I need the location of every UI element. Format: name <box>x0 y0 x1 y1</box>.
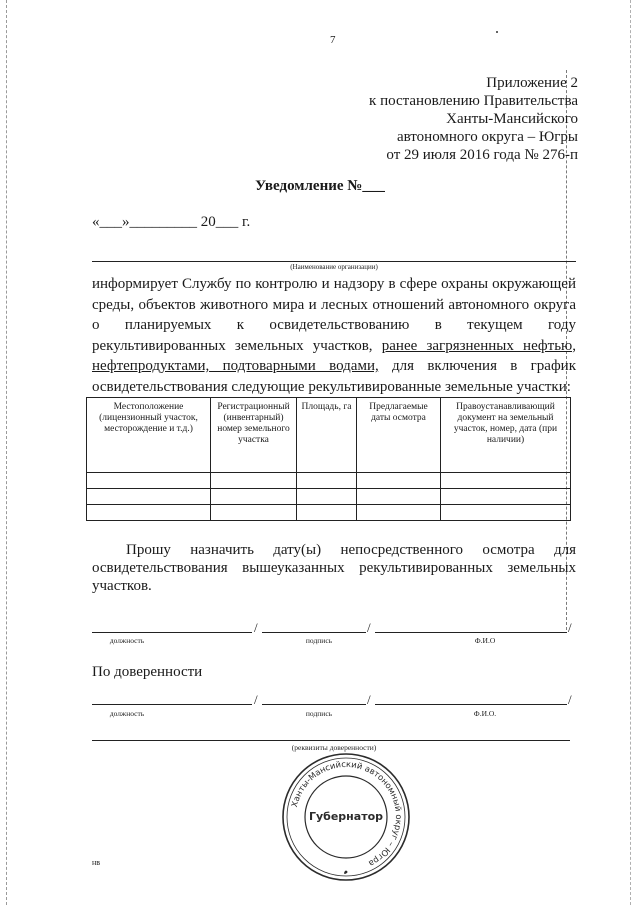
appendix-line: от 29 июля 2016 года № 276-п <box>386 147 578 163</box>
date-line: «___»_________ 20___ г. <box>92 214 251 230</box>
table-cell[interactable] <box>297 505 357 521</box>
signature-separator: / <box>254 620 258 635</box>
body-text-underlined: ранее загрязненных нефтью, нефтепродуктами, подтоварными водами, <box>92 337 576 374</box>
document-title: Уведомление №___ <box>255 178 385 194</box>
table-cell[interactable] <box>87 505 211 521</box>
column-header-registration-number: Регистрационный (инвентарный) номер земельного участка <box>211 398 297 473</box>
scan-speck <box>496 31 498 33</box>
signature-caption: подпись <box>305 709 333 718</box>
signature-separator: / <box>367 692 371 707</box>
signature-field-line[interactable] <box>262 704 366 706</box>
organization-name-line <box>92 261 576 262</box>
table-cell[interactable] <box>211 505 297 521</box>
official-seal <box>281 752 411 882</box>
executor-initials: нв <box>92 858 101 867</box>
position-field-line[interactable] <box>92 632 252 634</box>
table-cell[interactable] <box>357 489 441 505</box>
table-row <box>87 489 571 505</box>
signature-separator: / <box>254 692 258 707</box>
body-text-part2: для включения в график освидетельствования следующие рекультивированные земельные участки: <box>92 358 576 395</box>
power-of-attorney-label: По доверенности <box>92 664 203 680</box>
attorney-requisites-caption: (реквизиты доверенности) <box>291 743 377 752</box>
inspection-request-text: Прошу назначить дату(ы) непосредственного осмотра для освидетельствования вышеуказанных рекультивированных земельных участков. <box>92 542 576 594</box>
table-cell[interactable] <box>357 505 441 521</box>
name-caption: Ф.И.О <box>474 636 496 645</box>
scan-edge-left <box>6 0 8 905</box>
table-cell[interactable] <box>297 473 357 489</box>
position-caption: должность <box>109 709 145 718</box>
signature-caption: подпись <box>305 636 333 645</box>
table-cell[interactable] <box>211 473 297 489</box>
table-cell[interactable] <box>87 489 211 505</box>
name-field-line[interactable] <box>375 632 567 634</box>
seal-graphic <box>281 752 411 882</box>
column-header-inspection-dates: Предлагаемые даты осмотра <box>357 398 441 473</box>
organization-name-caption: (Наименование организации) <box>290 263 378 271</box>
column-header-location: Местоположение (лицензионный участок, месторождение и т.д.) <box>87 398 211 473</box>
appendix-line: Ханты-Мансийского <box>446 111 578 127</box>
table-cell[interactable] <box>441 505 571 521</box>
appendix-line: автономного округа – Югры <box>396 129 578 145</box>
name-caption: Ф.И.О. <box>473 709 497 718</box>
table-cell[interactable] <box>87 473 211 489</box>
page-number: 7 <box>330 34 336 46</box>
body-text-part1: информирует Службу по контролю и надзору в сфере охраны окружающей среды, объектов животного мира и лесных отношений автономного округа о планируемых к освидетельствованию в текущем году рекультивированных земельных участков, <box>92 276 576 354</box>
table-row <box>87 473 571 489</box>
appendix-line: Приложение 2 <box>486 75 578 91</box>
table-cell[interactable] <box>441 489 571 505</box>
scan-edge-right <box>630 0 632 905</box>
notification-body <box>92 274 576 397</box>
land-plots-table <box>86 397 571 521</box>
signature-field-line[interactable] <box>262 632 366 634</box>
position-caption: должность <box>109 636 145 645</box>
seal-center-text: Губернатор <box>308 810 384 823</box>
table-header-row <box>87 398 571 473</box>
table-cell[interactable] <box>297 489 357 505</box>
signature-separator: / <box>568 620 572 635</box>
table-cell[interactable] <box>357 473 441 489</box>
appendix-block <box>369 74 578 164</box>
table-cell[interactable] <box>441 473 571 489</box>
table-row <box>87 505 571 521</box>
appendix-line: к постановлению Правительства <box>369 93 578 109</box>
position-field-line[interactable] <box>92 704 252 706</box>
name-field-line[interactable] <box>375 704 567 706</box>
table-cell[interactable] <box>211 489 297 505</box>
signature-separator: / <box>568 692 572 707</box>
signature-separator: / <box>367 620 371 635</box>
column-header-title-document: Правоустанавливающий документ на земельный участок, номер, дата (при наличии) <box>441 398 571 473</box>
seal-ring-text: Ханты-Мансийский автономный округ – Югра <box>289 758 405 870</box>
attorney-requisites-line[interactable] <box>92 740 570 742</box>
column-header-area: Площадь, га <box>297 398 357 473</box>
